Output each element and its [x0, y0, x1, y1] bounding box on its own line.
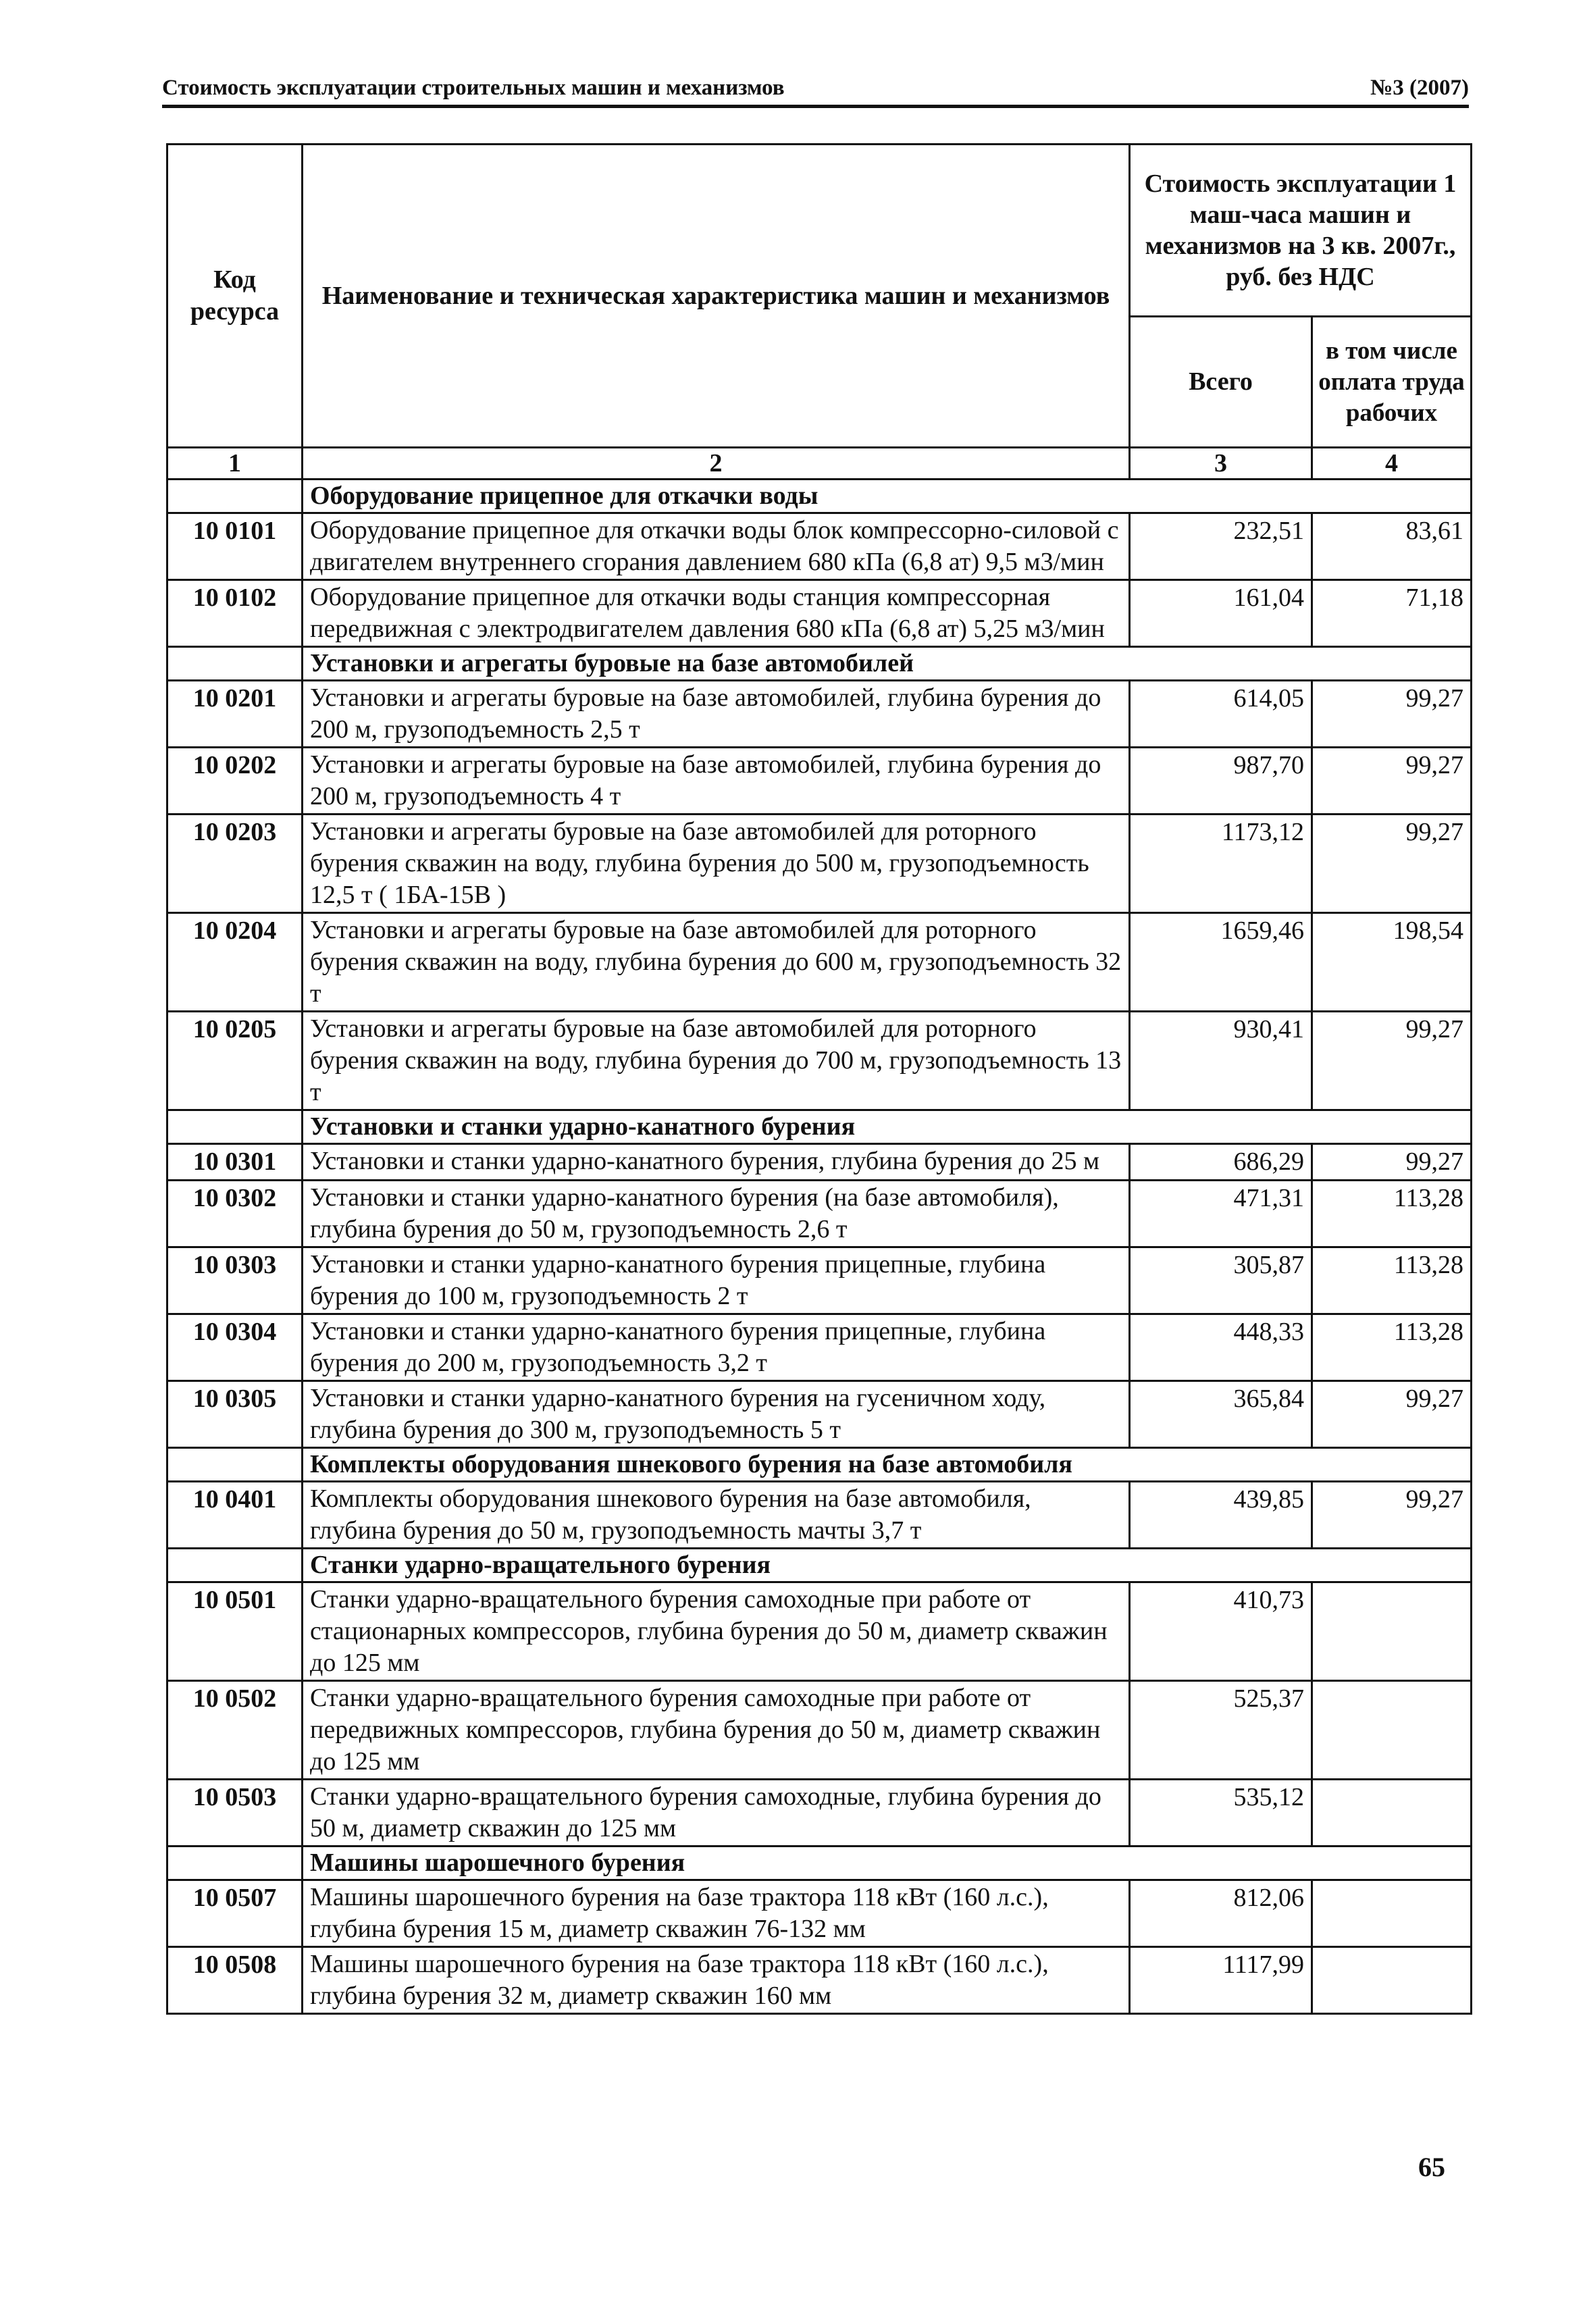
table-row: [167, 1681, 1472, 1780]
machine-name: Установки и станки ударно-канатного бурения (на базе автомобиля), глубина бурения до 50 м, грузоподъемность 2,6 т: [303, 1181, 1130, 1247]
table-row: [167, 513, 1472, 580]
column-number-2: 2: [303, 448, 1130, 480]
machine-name: Установки и агрегаты буровые на базе автомобилей, глубина бурения до 200 м, грузоподъемность 2,5 т: [303, 681, 1130, 748]
machine-name: Станки ударно-вращательного бурения самоходные при работе от стационарных компрессоров, глубина бурения до 50 м, диаметр скважин до 125 мм: [303, 1582, 1130, 1681]
section-title: Установки и станки ударно-канатного бурения: [303, 1110, 1472, 1144]
cost-total: 232,51: [1130, 513, 1312, 580]
resource-code: 10 0507: [167, 1880, 303, 1947]
resource-code: 10 0101: [167, 513, 303, 580]
machine-name: Комплекты оборудования шнекового бурения на базе автомобиля, глубина бурения до 50 м, грузоподъемность мачты 3,7 т: [303, 1482, 1130, 1549]
section-row: [167, 480, 1472, 513]
resource-code: 10 0401: [167, 1482, 303, 1549]
section-title: Оборудование прицепное для откачки воды: [303, 480, 1472, 513]
issue-number: №3 (2007): [1370, 76, 1469, 100]
resource-code: 10 0304: [167, 1314, 303, 1381]
table-row: [167, 1780, 1472, 1847]
section-code-cell: [167, 647, 303, 681]
table-row: [167, 1012, 1472, 1110]
cost-labor: 99,27: [1312, 815, 1472, 913]
machine-name: Установки и станки ударно-канатного бурения на гусеничном ходу, глубина бурения до 300 м, грузоподъемность 5 т: [303, 1381, 1130, 1448]
table-row: [167, 1482, 1472, 1549]
cost-labor: 113,28: [1312, 1181, 1472, 1247]
resource-code: 10 0202: [167, 748, 303, 815]
cost-labor: [1312, 1780, 1472, 1847]
machine-name: Установки и агрегаты буровые на базе автомобилей для роторного бурения скважин на воду, глубина бурения до 600 м, грузоподъемность 32 т: [303, 913, 1130, 1012]
cost-total: 535,12: [1130, 1780, 1312, 1847]
cost-labor: 99,27: [1312, 681, 1472, 748]
page-header: [162, 76, 1469, 108]
cost-labor: [1312, 1582, 1472, 1681]
section-code-cell: [167, 1448, 303, 1482]
section-title: Машины шарошечного бурения: [303, 1847, 1472, 1880]
machine-name: Машины шарошечного бурения на базе трактора 118 кВт (160 л.с.), глубина бурения 32 м, диаметр скважин 160 мм: [303, 1947, 1130, 2014]
cost-total: 439,85: [1130, 1482, 1312, 1549]
table-row: [167, 815, 1472, 913]
machine-name: Установки и станки ударно-канатного бурения прицепные, глубина бурения до 200 м, грузоподъемность 3,2 т: [303, 1314, 1130, 1381]
cost-total: 410,73: [1130, 1582, 1312, 1681]
cost-labor: 83,61: [1312, 513, 1472, 580]
cost-total: 1173,12: [1130, 815, 1312, 913]
machine-name: Установки и агрегаты буровые на базе автомобилей для роторного бурения скважин на воду, глубина бурения до 700 м, грузоподъемность 13 т: [303, 1012, 1130, 1110]
column-number-4: 4: [1312, 448, 1472, 480]
section-row: [167, 647, 1472, 681]
resource-code: 10 0501: [167, 1582, 303, 1681]
section-code-cell: [167, 1549, 303, 1582]
resource-code: 10 0303: [167, 1247, 303, 1314]
cost-total: 305,87: [1130, 1247, 1312, 1314]
table-row: [167, 1947, 1472, 2014]
resource-code: 10 0102: [167, 580, 303, 647]
cost-total: 471,31: [1130, 1181, 1312, 1247]
table-row: [167, 748, 1472, 815]
cost-total: 1659,46: [1130, 913, 1312, 1012]
section-row: [167, 1448, 1472, 1482]
cost-labor: [1312, 1681, 1472, 1780]
table-row: [167, 681, 1472, 748]
cost-total: 987,70: [1130, 748, 1312, 815]
machine-name: Установки и станки ударно-канатного бурения, глубина бурения до 25 м: [303, 1144, 1130, 1181]
resource-code: 10 0301: [167, 1144, 303, 1181]
table-body: [167, 480, 1472, 2014]
cost-total: 812,06: [1130, 1880, 1312, 1947]
cost-labor: 99,27: [1312, 1012, 1472, 1110]
cost-total: 161,04: [1130, 580, 1312, 647]
section-row: [167, 1847, 1472, 1880]
resource-code: 10 0305: [167, 1381, 303, 1448]
cost-labor: 71,18: [1312, 580, 1472, 647]
section-row: [167, 1549, 1472, 1582]
cost-labor: 99,27: [1312, 1381, 1472, 1448]
cost-labor: 99,27: [1312, 1482, 1472, 1549]
cost-labor: 99,27: [1312, 748, 1472, 815]
page-number: 65: [1418, 2152, 1445, 2182]
machine-name: Оборудование прицепное для откачки воды станция компрессорная передвижная с электродвигателем давления 680 кПа (6,8 ат) 5,25 м3/мин: [303, 580, 1130, 647]
resource-code: 10 0302: [167, 1181, 303, 1247]
cost-labor: [1312, 1880, 1472, 1947]
section-code-cell: [167, 480, 303, 513]
resource-code: 10 0203: [167, 815, 303, 913]
resource-code: 10 0204: [167, 913, 303, 1012]
table-row: [167, 1144, 1472, 1181]
column-number-3: 3: [1130, 448, 1312, 480]
resource-code: 10 0508: [167, 1947, 303, 2014]
cost-labor: 113,28: [1312, 1247, 1472, 1314]
machine-name: Установки и станки ударно-канатного бурения прицепные, глубина бурения до 100 м, грузоподъемность 2 т: [303, 1247, 1130, 1314]
cost-total: 525,37: [1130, 1681, 1312, 1780]
cost-total: 614,05: [1130, 681, 1312, 748]
table-row: [167, 580, 1472, 647]
resource-code: 10 0503: [167, 1780, 303, 1847]
table-row: [167, 1880, 1472, 1947]
section-title: Установки и агрегаты буровые на базе автомобилей: [303, 647, 1472, 681]
header-cost: Стоимость эксплуатации 1 маш-часа машин и механизмов на 3 кв. 2007г., руб. без НДС: [1130, 145, 1472, 317]
cost-labor: 198,54: [1312, 913, 1472, 1012]
table-row: [167, 1381, 1472, 1448]
machine-name: Станки ударно-вращательного бурения самоходные при работе от передвижных компрессоров, глубина бурения до 50 м, диаметр скважин до 125 мм: [303, 1681, 1130, 1780]
resource-code: 10 0205: [167, 1012, 303, 1110]
cost-labor: [1312, 1947, 1472, 2014]
cost-total: 686,29: [1130, 1144, 1312, 1181]
machine-name: Установки и агрегаты буровые на базе автомобилей для роторного бурения скважин на воду, глубина бурения до 500 м, грузоподъемность 12,5 т ( 1БА-15В ): [303, 815, 1130, 913]
resource-code: 10 0201: [167, 681, 303, 748]
table-row: [167, 1247, 1472, 1314]
machines-cost-table: [166, 143, 1472, 2015]
resource-code: 10 0502: [167, 1681, 303, 1780]
machine-name: Установки и агрегаты буровые на базе автомобилей, глубина бурения до 200 м, грузоподъемность 4 т: [303, 748, 1130, 815]
table-row: [167, 1582, 1472, 1681]
table-row: [167, 1181, 1472, 1247]
section-title: Комплекты оборудования шнекового бурения на базе автомобиля: [303, 1448, 1472, 1482]
machine-name: Машины шарошечного бурения на базе трактора 118 кВт (160 л.с.), глубина бурения 15 м, диаметр скважин 76-132 мм: [303, 1880, 1130, 1947]
header-name: Наименование и техническая характеристика машин и механизмов: [303, 145, 1130, 448]
section-row: [167, 1110, 1472, 1144]
column-number-1: 1: [167, 448, 303, 480]
document-title: Стоимость эксплуатации строительных машин и механизмов: [162, 76, 785, 100]
section-code-cell: [167, 1110, 303, 1144]
cost-labor: 113,28: [1312, 1314, 1472, 1381]
machine-name: Станки ударно-вращательного бурения самоходные, глубина бурения до 50 м, диаметр скважин до 125 мм: [303, 1780, 1130, 1847]
header-total: Всего: [1130, 317, 1312, 448]
machine-name: Оборудование прицепное для откачки воды блок компрессорно-силовой с двигателем внутреннего сгорания давлением 680 кПа (6,8 ат) 9,5 м3/мин: [303, 513, 1130, 580]
table-row: [167, 1314, 1472, 1381]
cost-total: 448,33: [1130, 1314, 1312, 1381]
section-title: Станки ударно-вращательного бурения: [303, 1549, 1472, 1582]
cost-total: 930,41: [1130, 1012, 1312, 1110]
table-row: [167, 913, 1472, 1012]
cost-total: 365,84: [1130, 1381, 1312, 1448]
section-code-cell: [167, 1847, 303, 1880]
header-code: Код ресурса: [167, 145, 303, 448]
cost-labor: 99,27: [1312, 1144, 1472, 1181]
header-labor: в том числе оплата труда рабочих: [1312, 317, 1472, 448]
cost-total: 1117,99: [1130, 1947, 1312, 2014]
